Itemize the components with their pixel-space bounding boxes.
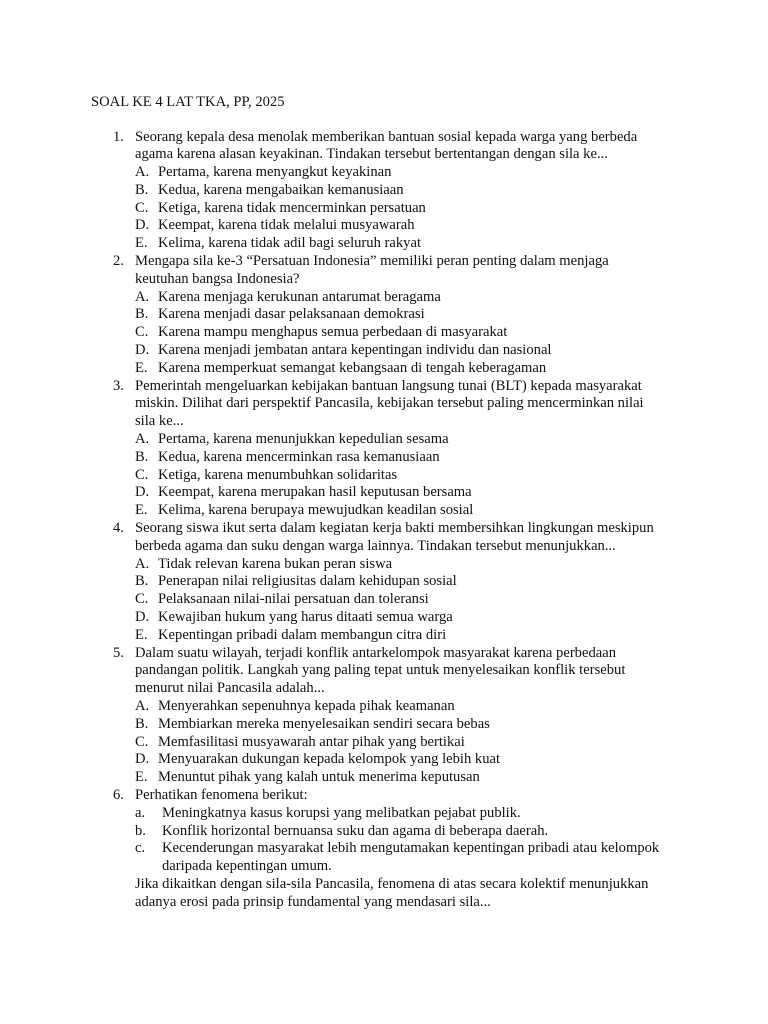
question-number: 5. xyxy=(113,644,124,661)
option-letter: A. xyxy=(135,164,150,181)
question-text-line: Seorang siswa ikut serta dalam kegiatan kerja bakti membersihkan lingkungan meskipun xyxy=(135,520,654,537)
answer-option-e xyxy=(0,235,768,253)
question-text-line: Perhatikan fenomena berikut: xyxy=(135,786,308,803)
question-text-line: menurut nilai Pancasila adalah... xyxy=(135,680,325,697)
answer-option-c xyxy=(0,734,768,752)
question-text-line: keutuhan bangsa Indonesia? xyxy=(135,270,300,287)
phenomenon-item-b xyxy=(0,823,768,841)
option-text: Karena memperkuat semangat kebangsaan di tengah keberagaman xyxy=(158,359,547,376)
option-letter: B. xyxy=(135,715,149,732)
question-closing-line: adanya erosi pada prinsip fundamental yang mendasari sila... xyxy=(135,893,491,910)
question-4 xyxy=(0,520,768,645)
option-letter: D. xyxy=(135,609,150,626)
option-text: Kedua, karena mencerminkan rasa kemanusiaan xyxy=(158,448,440,465)
question-list xyxy=(0,129,768,912)
answer-option-d xyxy=(0,751,768,769)
option-text: Ketiga, karena menumbuhkan solidaritas xyxy=(158,466,398,483)
option-letter: E. xyxy=(135,769,148,786)
option-letter: B. xyxy=(135,448,149,465)
option-text: Karena mampu menghapus semua perbedaan di masyarakat xyxy=(158,324,508,341)
option-text: Keempat, karena tidak melalui musyawarah xyxy=(158,217,415,234)
item-letter: b. xyxy=(135,822,146,839)
option-letter: C. xyxy=(135,324,149,341)
answer-option-e xyxy=(0,502,768,520)
answer-option-b xyxy=(0,306,768,324)
option-text: Kedua, karena mengabaikan kemanusiaan xyxy=(158,181,404,198)
option-text: Karena menjadi jembatan antara kepentingan individu dan nasional xyxy=(158,342,552,359)
option-text: Menyuarakan dukungan kepada kelompok yang lebih kuat xyxy=(158,751,501,768)
option-letter: B. xyxy=(135,181,149,198)
item-text-line: Meningkatnya kasus korupsi yang melibatkan pejabat publik. xyxy=(162,804,521,821)
question-text-line: Mengapa sila ke-3 “Persatuan Indonesia” memiliki peran penting dalam menjaga xyxy=(135,253,609,270)
phenomenon-item-c xyxy=(0,840,768,876)
option-letter: D. xyxy=(135,342,150,359)
document-title: SOAL KE 4 LAT TKA, PP, 2025 xyxy=(91,94,285,110)
answer-option-b xyxy=(0,716,768,734)
option-letter: E. xyxy=(135,359,148,376)
item-letter: c. xyxy=(135,840,146,857)
option-text: Pelaksanaan nilai-nilai persatuan dan toleransi xyxy=(158,591,429,608)
option-text: Pertama, karena menyangkut keyakinan xyxy=(158,164,392,181)
answer-option-b xyxy=(0,182,768,200)
question-text-line: Seorang kepala desa menolak memberikan bantuan sosial kepada warga yang berbeda xyxy=(135,128,638,145)
question-5 xyxy=(0,645,768,787)
option-letter: D. xyxy=(135,217,150,234)
question-text-line: pandangan politik. Langkah yang paling tepat untuk menyelesaikan konflik tersebut xyxy=(135,662,626,679)
answer-option-d xyxy=(0,342,768,360)
answer-option-c xyxy=(0,467,768,485)
option-letter: A. xyxy=(135,431,150,448)
option-text: Karena menjaga kerukunan antarumat beragama xyxy=(158,288,441,305)
question-text-line: sila ke... xyxy=(135,413,184,430)
answer-option-a xyxy=(0,556,768,574)
option-letter: A. xyxy=(135,555,150,572)
answer-option-d xyxy=(0,217,768,235)
option-letter: E. xyxy=(135,502,148,519)
option-letter: B. xyxy=(135,306,149,323)
option-letter: A. xyxy=(135,698,150,714)
answer-option-c xyxy=(0,591,768,609)
option-letter: E. xyxy=(135,626,148,643)
option-text: Kelima, karena berupaya mewujudkan keadilan sosial xyxy=(158,502,474,519)
option-text: Tidak relevan karena bukan peran siswa xyxy=(158,555,393,572)
option-text: Keempat, karena merupakan hasil keputusan bersama xyxy=(158,484,472,501)
question-2 xyxy=(0,253,768,378)
option-letter: C. xyxy=(135,591,149,608)
option-text: Kelima, karena tidak adil bagi seluruh rakyat xyxy=(158,235,421,252)
question-3 xyxy=(0,378,768,520)
question-number: 6. xyxy=(113,786,124,803)
item-text-line: daripada kepentingan umum. xyxy=(162,858,332,875)
item-text-line: Konflik horizontal bernuansa suku dan agama di beberapa daerah. xyxy=(162,822,549,839)
answer-option-a xyxy=(0,431,768,449)
option-text: Memfasilitasi musyawarah antar pihak yang bertikai xyxy=(158,733,465,750)
option-letter: D. xyxy=(135,484,150,501)
option-text: Penerapan nilai religiusitas dalam kehidupan sosial xyxy=(158,573,457,590)
option-text: Pertama, karena menunjukkan kepedulian sesama xyxy=(158,431,449,448)
item-letter: a. xyxy=(135,804,146,821)
answer-option-d xyxy=(0,484,768,502)
answer-option-e xyxy=(0,769,768,787)
question-number: 4. xyxy=(113,520,124,537)
option-text: Menyerahkan sepenuhnya kepada pihak keamanan xyxy=(158,698,455,714)
answer-option-b xyxy=(0,573,768,591)
option-text: Karena menjadi dasar pelaksanaan demokrasi xyxy=(158,306,425,323)
option-text: Kepentingan pribadi dalam membangun citra diri xyxy=(158,626,447,643)
item-text-line: Kecenderungan masyarakat lebih mengutamakan kepentingan pribadi atau kelompok xyxy=(162,840,660,857)
answer-option-c xyxy=(0,200,768,218)
answer-option-b xyxy=(0,449,768,467)
option-text: Kewajiban hukum yang harus ditaati semua warga xyxy=(158,609,453,626)
option-letter: C. xyxy=(135,199,149,216)
question-text-line: Dalam suatu wilayah, terjadi konflik antarkelompok masyarakat karena perbedaan xyxy=(135,644,616,661)
question-number: 2. xyxy=(113,253,124,270)
question-closing-line: Jika dikaitkan dengan sila-sila Pancasila, fenomena di atas secara kolektif menunjukkan xyxy=(135,875,649,892)
option-text: Menuntut pihak yang kalah untuk menerima keputusan xyxy=(158,769,480,786)
option-letter: C. xyxy=(135,733,149,750)
option-letter: A. xyxy=(135,288,150,305)
option-letter: B. xyxy=(135,573,149,590)
question-1 xyxy=(0,129,768,254)
question-text-line: berbeda agama dan suku dengan warga lainnya. Tindakan tersebut menunjukkan... xyxy=(135,537,616,554)
answer-option-a xyxy=(0,289,768,307)
question-text-line: miskin. Dilihat dari perspektif Pancasila, kebijakan tersebut paling mencerminkan nilai xyxy=(135,395,644,412)
answer-option-a xyxy=(0,698,768,716)
question-text-line: agama karena alasan keyakinan. Tindakan tersebut bertentangan dengan sila ke... xyxy=(135,146,608,163)
phenomenon-item-a xyxy=(0,805,768,823)
option-text: Ketiga, karena tidak mencerminkan persatuan xyxy=(158,199,426,216)
answer-option-e xyxy=(0,360,768,378)
option-letter: D. xyxy=(135,751,150,768)
option-text: Membiarkan mereka menyelesaikan sendiri secara bebas xyxy=(158,715,490,732)
answer-option-d xyxy=(0,609,768,627)
question-6 xyxy=(0,787,768,912)
answer-option-c xyxy=(0,324,768,342)
answer-option-a xyxy=(0,164,768,182)
option-letter: C. xyxy=(135,466,149,483)
question-number: 3. xyxy=(113,377,124,394)
question-number: 1. xyxy=(113,128,124,145)
question-text-line: Pemerintah mengeluarkan kebijakan bantuan langsung tunai (BLT) kepada masyarakat xyxy=(135,377,642,394)
option-letter: E. xyxy=(135,235,148,252)
answer-option-e xyxy=(0,627,768,645)
